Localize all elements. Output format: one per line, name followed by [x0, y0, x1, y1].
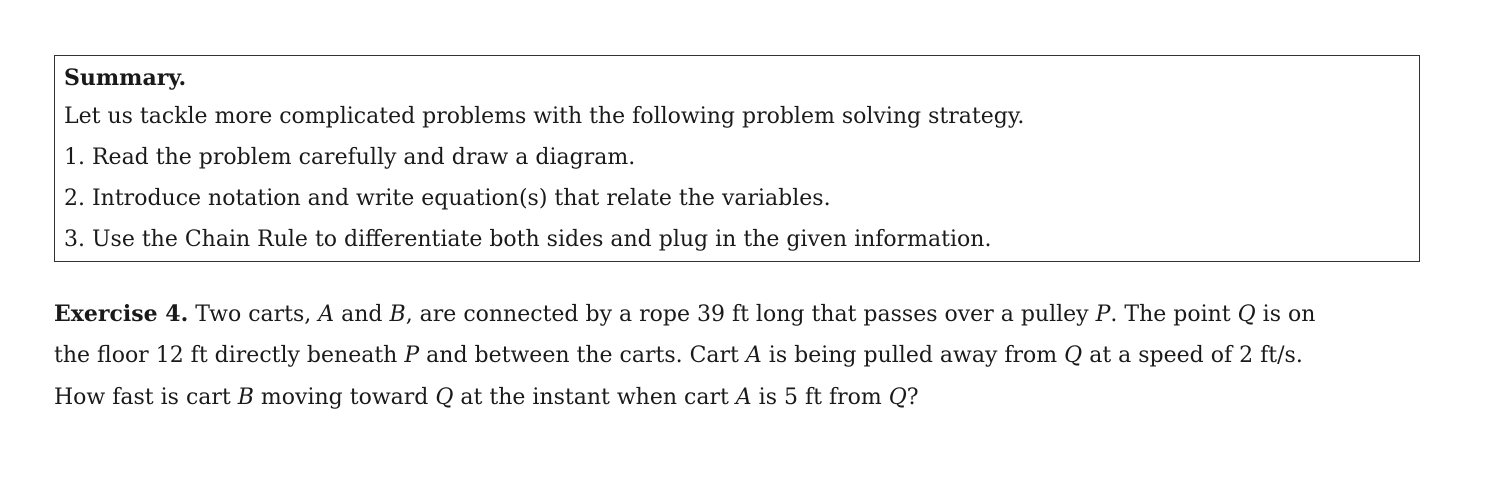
exercise-line-3: [54, 377, 1424, 419]
exercise-text: ?: [906, 385, 919, 410]
summary-step-2: 2. Introduce notation and write equation(s) that relate the variables.: [64, 186, 831, 211]
exercise-line-2: [54, 335, 1424, 377]
exercise-text: and: [334, 302, 390, 327]
math-var: Q: [1237, 302, 1256, 327]
exercise-text: is 5 ft from: [751, 385, 889, 410]
exercise-text: and between the carts. Cart: [419, 343, 746, 368]
exercise-text: moving toward: [253, 385, 436, 410]
math-var: P: [404, 343, 420, 368]
math-var: A: [318, 302, 335, 327]
exercise-label: Exercise 4.: [54, 301, 189, 327]
exercise-text: is on: [1255, 302, 1316, 327]
summary-box: [54, 55, 1420, 262]
math-var: Q: [888, 385, 907, 410]
summary-step-3: 3. Use the Chain Rule to differentiate both sides and plug in the given information.: [64, 227, 992, 252]
math-var: P: [1095, 302, 1111, 327]
exercise-text: the floor 12 ft directly beneath: [54, 343, 405, 368]
exercise-text: . The point: [1110, 302, 1238, 327]
exercise-4: [54, 293, 1424, 419]
summary-title: Summary.: [64, 65, 187, 91]
exercise-text: How fast is cart: [54, 385, 238, 410]
math-var: B: [389, 302, 406, 327]
summary-step-1: 1. Read the problem carefully and draw a diagram.: [64, 145, 636, 170]
exercise-line-1: [54, 293, 1424, 335]
exercise-text: at the instant when cart: [453, 385, 736, 410]
exercise-text: Two carts,: [195, 302, 319, 327]
summary-intro: Let us tackle more complicated problems with the following problem solving strategy.: [64, 104, 1025, 129]
exercise-text: , are connected by a rope 39 ft long that passes over a pulley: [405, 302, 1096, 327]
math-var: Q: [1064, 343, 1083, 368]
math-var: B: [237, 385, 254, 410]
math-var: A: [745, 343, 762, 368]
exercise-text: at a speed of 2 ft/s.: [1082, 343, 1303, 368]
math-var: Q: [435, 385, 454, 410]
exercise-text: is being pulled away from: [761, 343, 1065, 368]
math-var: A: [735, 385, 752, 410]
